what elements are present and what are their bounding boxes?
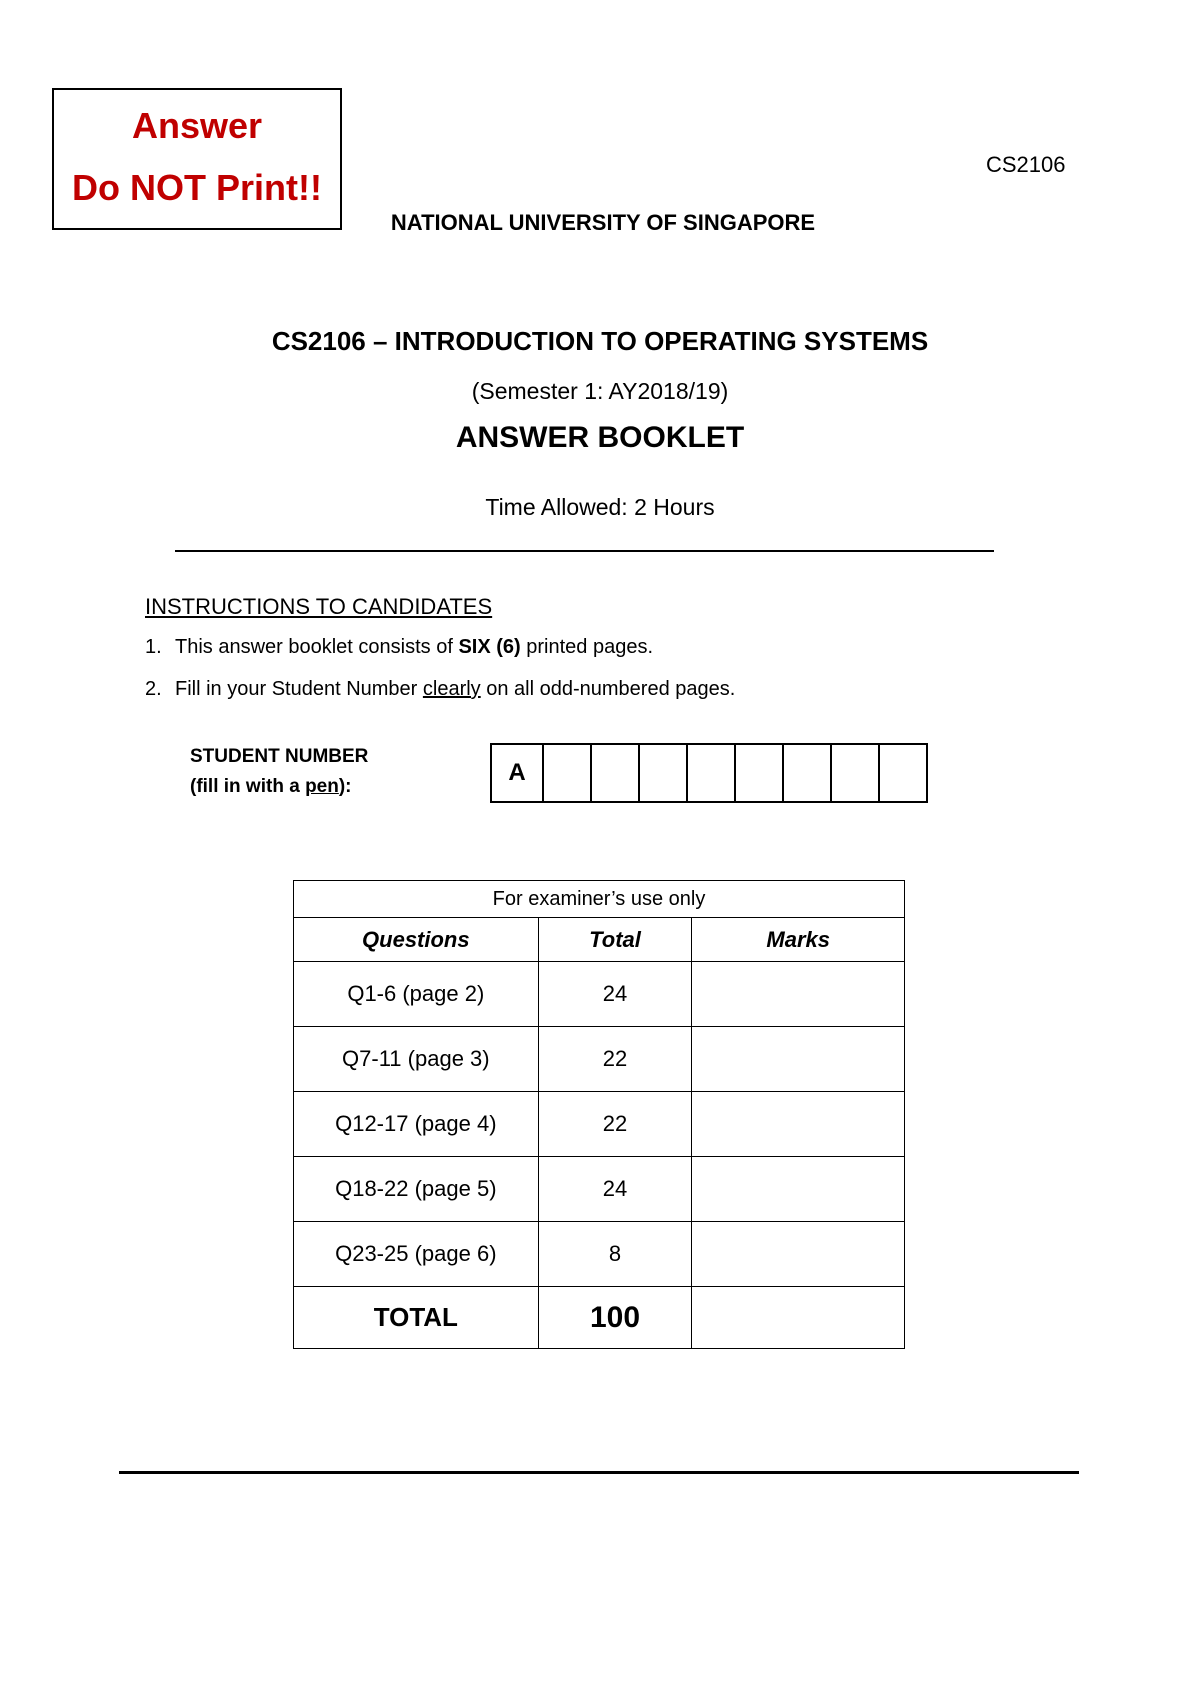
instruction-text: printed pages. [520,636,654,658]
marks-cell[interactable] [692,962,905,1027]
instruction-item-1 [145,636,653,659]
total-cell: 22 [538,1092,692,1157]
instruction-number: 2. [145,678,162,700]
examiner-table [293,880,905,1349]
instruction-emphasis: SIX (6) [458,636,521,658]
student-number-cell[interactable] [734,745,782,801]
instruction-number: 1. [145,636,162,658]
grand-total-cell: 100 [538,1287,692,1349]
label-text: (fill in with a [190,776,306,797]
instruction-emphasis: clearly [422,678,481,700]
column-header-total: Total [538,918,692,962]
instruction-item-2 [145,678,735,701]
student-number-cell[interactable] [782,745,830,801]
student-number-cell[interactable] [542,745,590,801]
total-cell: 22 [538,1027,692,1092]
university-name: NATIONAL UNIVERSITY OF SINGAPORE [390,210,816,235]
student-number-cell[interactable] [638,745,686,801]
table-row [294,1222,905,1287]
total-cell: 8 [538,1222,692,1287]
label-underlined: pen [305,776,339,797]
question-range-cell: Q18-22 (page 5) [294,1157,539,1222]
table-row [294,962,905,1027]
header-divider [175,550,994,552]
column-header-marks: Marks [692,918,905,962]
stamp-do-not-print-text: Do NOT Print!! [72,167,322,208]
student-number-label-line1: STUDENT NUMBER [190,746,369,767]
examiner-table-caption: For examiner’s use only [294,881,905,918]
instructions-heading: INSTRUCTIONS TO CANDIDATES [145,594,493,619]
total-cell: 24 [538,962,692,1027]
table-row [294,1092,905,1157]
student-number-cell[interactable] [590,745,638,801]
instruction-text: on all odd-numbered pages. [480,678,736,700]
course-title: CS2106 – INTRODUCTION TO OPERATING SYSTEMS [271,326,929,356]
student-number-cell[interactable] [830,745,878,801]
label-text: ): [338,776,352,797]
student-number-label-line2 [190,772,368,802]
answer-stamp [52,88,342,230]
total-cell: 24 [538,1157,692,1222]
instruction-text: Fill in your Student Number [175,678,423,700]
total-marks-cell[interactable] [692,1287,905,1349]
question-range-cell: Q12-17 (page 4) [294,1092,539,1157]
marks-cell[interactable] [692,1157,905,1222]
instruction-text: This answer booklet consists of [175,636,459,658]
marks-cell[interactable] [692,1222,905,1287]
student-number-label [190,742,368,802]
student-number-cell[interactable] [878,745,926,801]
student-number-cell[interactable] [686,745,734,801]
total-row [294,1287,905,1349]
student-number-cell[interactable]: A [508,759,526,786]
marks-cell[interactable] [692,1027,905,1092]
stamp-answer-text: Answer [131,105,263,146]
question-range-cell: Q1-6 (page 2) [294,962,539,1027]
question-range-cell: Q23-25 (page 6) [294,1222,539,1287]
table-row [294,1027,905,1092]
student-number-grid [490,743,928,803]
time-allowed: Time Allowed: 2 Hours [485,494,715,520]
table-row [294,1157,905,1222]
course-code-header: CS2106 [986,152,1066,177]
booklet-title: ANSWER BOOKLET [455,421,745,454]
column-header-questions: Questions [294,918,539,962]
semester-label: (Semester 1: AY2018/19) [471,378,729,404]
marks-cell[interactable] [692,1092,905,1157]
question-range-cell: Q7-11 (page 3) [294,1027,539,1092]
footer-divider [119,1471,1079,1474]
total-label-cell: TOTAL [294,1287,539,1349]
